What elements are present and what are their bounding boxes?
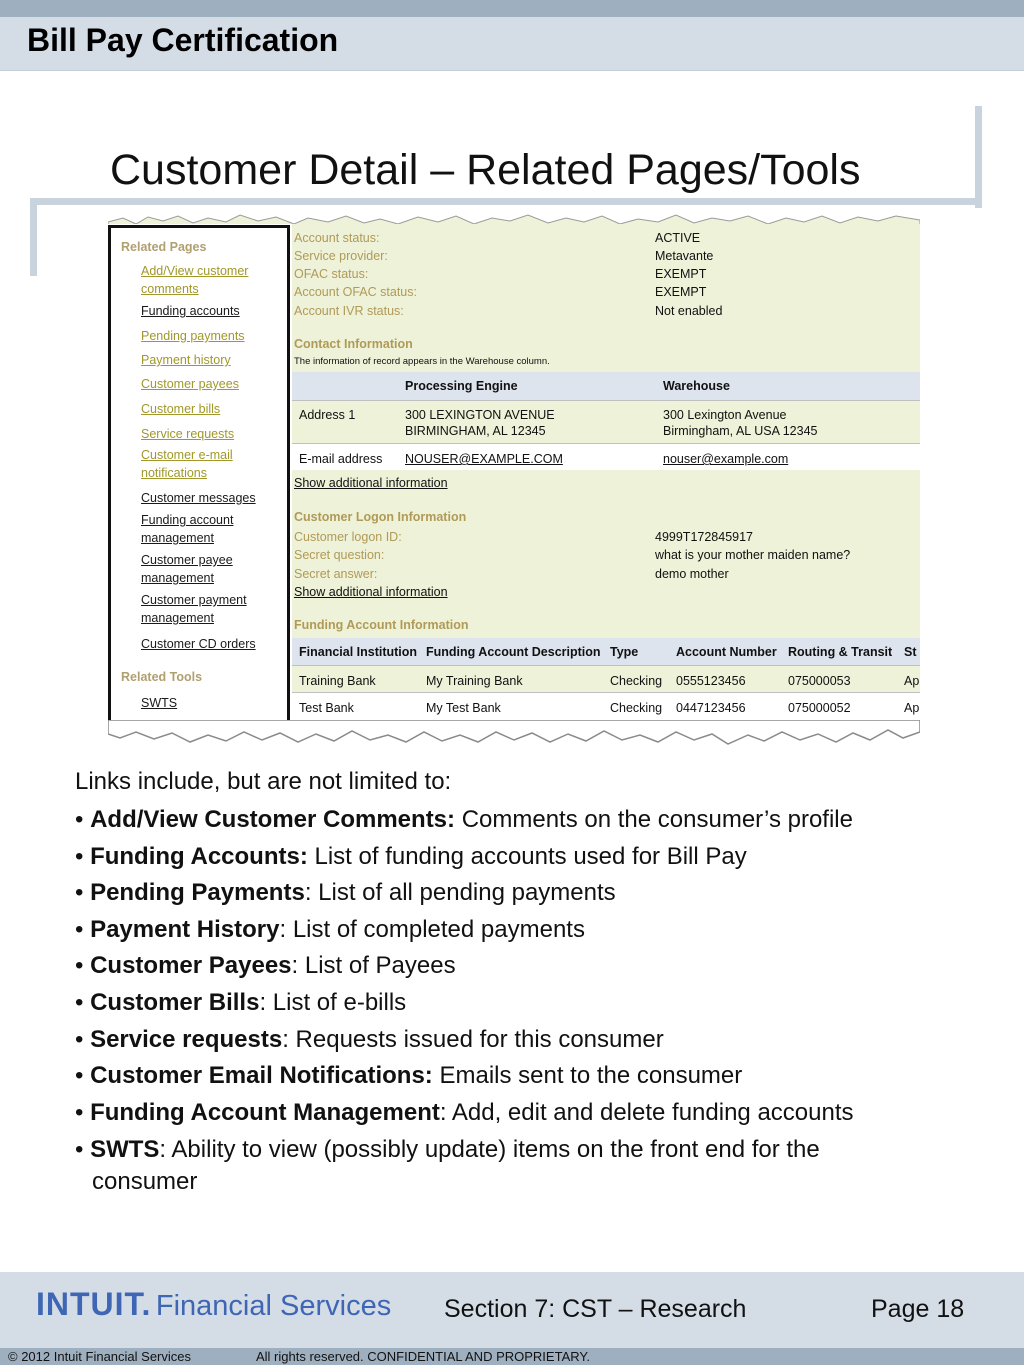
customer-detail-panel bbox=[292, 224, 920, 728]
field-value: EXEMPT bbox=[655, 285, 707, 299]
table-cell: 075000052 bbox=[788, 701, 851, 715]
link-customer-cd-orders[interactable]: Customer CD orders bbox=[141, 637, 256, 651]
contact-heading: Contact Information bbox=[294, 337, 413, 351]
link-funding-accounts[interactable]: Funding accounts bbox=[141, 304, 240, 318]
title-frame-right bbox=[975, 106, 982, 208]
engine-email-link[interactable]: NOUSER@EXAMPLE.COM bbox=[405, 452, 563, 466]
warehouse-email-link[interactable]: nouser@example.com bbox=[663, 452, 789, 466]
bullet-item: • Customer Bills: List of e-bills bbox=[75, 989, 407, 1016]
col-processing-engine: Processing Engine bbox=[405, 379, 518, 393]
footer-rights: All rights reserved. CONFIDENTIAL AND PROPRIETARY. bbox=[256, 1349, 590, 1364]
field-value: demo mother bbox=[655, 567, 729, 581]
col-financial-institution: Financial Institution bbox=[299, 645, 418, 659]
contact-note: The information of record appears in the Warehouse column. bbox=[294, 356, 550, 367]
col-warehouse: Warehouse bbox=[663, 379, 730, 393]
col-status: St bbox=[904, 645, 917, 659]
link-customer-payment-management[interactable]: Customer payment management bbox=[141, 593, 247, 625]
title-frame-bottom bbox=[34, 198, 980, 205]
bullet-item: • Service requests: Requests issued for this consumer bbox=[75, 1026, 664, 1053]
contact-table-header bbox=[292, 372, 920, 400]
show-additional-logon-link[interactable]: Show additional information bbox=[294, 585, 448, 599]
table-cell: Test Bank bbox=[299, 701, 354, 715]
torn-edge-bottom bbox=[108, 720, 920, 750]
table-cell: 0555123456 bbox=[676, 674, 746, 688]
table-cell: My Training Bank bbox=[426, 674, 523, 688]
header-top-strip bbox=[0, 0, 1024, 17]
table-cell: 075000053 bbox=[788, 674, 851, 688]
links-intro: Links include, but are not limited to: bbox=[75, 768, 452, 795]
field-label: Account OFAC status: bbox=[294, 285, 417, 299]
bullet-item: • SWTS: Ability to view (possibly update) items on the front end for the bbox=[75, 1136, 820, 1163]
link-add-view-comments[interactable]: Add/View customer comments bbox=[141, 264, 249, 296]
field-label: Secret question: bbox=[294, 548, 385, 562]
field-label: Customer logon ID: bbox=[294, 530, 402, 544]
customer-detail-screenshot bbox=[108, 224, 920, 728]
bullet-item: • Pending Payments: List of all pending payments bbox=[75, 879, 616, 906]
funding-heading: Funding Account Information bbox=[294, 618, 469, 632]
title-frame-left bbox=[30, 198, 37, 276]
bullet-item: • Add/View Customer Comments: Comments on the consumer’s profile bbox=[75, 806, 853, 833]
field-value: EXEMPT bbox=[655, 267, 707, 281]
field-value: what is your mother maiden name? bbox=[655, 548, 851, 562]
engine-address-2: BIRMINGHAM, AL 12345 bbox=[405, 424, 546, 438]
logon-heading: Customer Logon Information bbox=[294, 510, 467, 524]
bullet-item: • Customer Payees: List of Payees bbox=[75, 952, 456, 979]
footer-section: Section 7: CST – Research bbox=[444, 1295, 747, 1323]
footer-copyright: © 2012 Intuit Financial Services bbox=[8, 1349, 192, 1364]
link-customer-payees[interactable]: Customer payees bbox=[141, 377, 239, 391]
field-value: 4999T172845917 bbox=[655, 530, 754, 544]
col-routing-transit: Routing & Transit bbox=[788, 645, 893, 659]
table-cell: Ap bbox=[904, 674, 920, 688]
table-cell: Training Bank bbox=[299, 674, 376, 688]
field-label: Account status: bbox=[294, 231, 380, 245]
link-payment-history[interactable]: Payment history bbox=[141, 353, 231, 367]
warehouse-address-2: Birmingham, AL USA 12345 bbox=[663, 424, 818, 438]
col-type: Type bbox=[610, 645, 639, 659]
table-cell: 0447123456 bbox=[676, 701, 746, 715]
engine-address-1: 300 LEXINGTON AVENUE bbox=[405, 408, 555, 422]
email-label: E-mail address bbox=[299, 452, 383, 466]
footer-page-number: Page 18 bbox=[871, 1295, 965, 1323]
address-label: Address 1 bbox=[299, 408, 356, 422]
link-service-requests[interactable]: Service requests bbox=[141, 427, 235, 441]
email-row bbox=[292, 444, 920, 470]
table-cell: My Test Bank bbox=[426, 701, 501, 715]
field-label: Account IVR status: bbox=[294, 304, 404, 318]
field-value: Not enabled bbox=[655, 304, 723, 318]
related-tools-heading: Related Tools bbox=[121, 670, 203, 684]
table-cell: Checking bbox=[610, 701, 663, 715]
field-value: ACTIVE bbox=[655, 231, 701, 245]
related-pages-heading: Related Pages bbox=[121, 240, 207, 254]
intuit-logo: INTUIT. Financial Services bbox=[36, 1286, 392, 1322]
divider bbox=[292, 665, 920, 666]
bullet-item: • Funding Accounts: List of funding accounts used for Bill Pay bbox=[75, 843, 747, 870]
table-cell: Checking bbox=[610, 674, 663, 688]
field-label: Service provider: bbox=[294, 249, 388, 263]
bullet-item: • Payment History: List of completed payments bbox=[75, 916, 585, 943]
bullet-item: • Funding Account Management: Add, edit and delete funding accounts bbox=[75, 1099, 854, 1126]
table-cell: Ap bbox=[904, 701, 920, 715]
link-customer-email-notifications[interactable]: Customer e-mail notifications bbox=[141, 448, 233, 480]
col-account-number: Account Number bbox=[676, 645, 777, 659]
link-pending-payments[interactable]: Pending payments bbox=[141, 329, 245, 343]
header-title: Bill Pay Certification bbox=[27, 22, 339, 58]
col-funding-description: Funding Account Description bbox=[426, 645, 601, 659]
bullet-continuation: consumer bbox=[92, 1168, 198, 1195]
field-label: Secret answer: bbox=[294, 567, 378, 581]
related-pages-panel bbox=[108, 225, 290, 725]
show-additional-contact-link[interactable]: Show additional information bbox=[294, 476, 448, 490]
link-customer-bills[interactable]: Customer bills bbox=[141, 402, 221, 416]
link-customer-messages[interactable]: Customer messages bbox=[141, 491, 256, 505]
link-swts[interactable]: SWTS bbox=[141, 696, 178, 710]
link-customer-payee-management[interactable]: Customer payee management bbox=[141, 553, 233, 585]
field-label: OFAC status: bbox=[294, 267, 369, 281]
bullet-item: • Customer Email Notifications: Emails sent to the consumer bbox=[75, 1062, 743, 1089]
warehouse-address-1: 300 Lexington Avenue bbox=[663, 408, 787, 422]
link-funding-account-management[interactable]: Funding account management bbox=[141, 513, 234, 545]
slide-title: Customer Detail – Related Pages/Tools bbox=[110, 146, 861, 194]
divider bbox=[292, 400, 920, 401]
field-value: Metavante bbox=[655, 249, 714, 263]
